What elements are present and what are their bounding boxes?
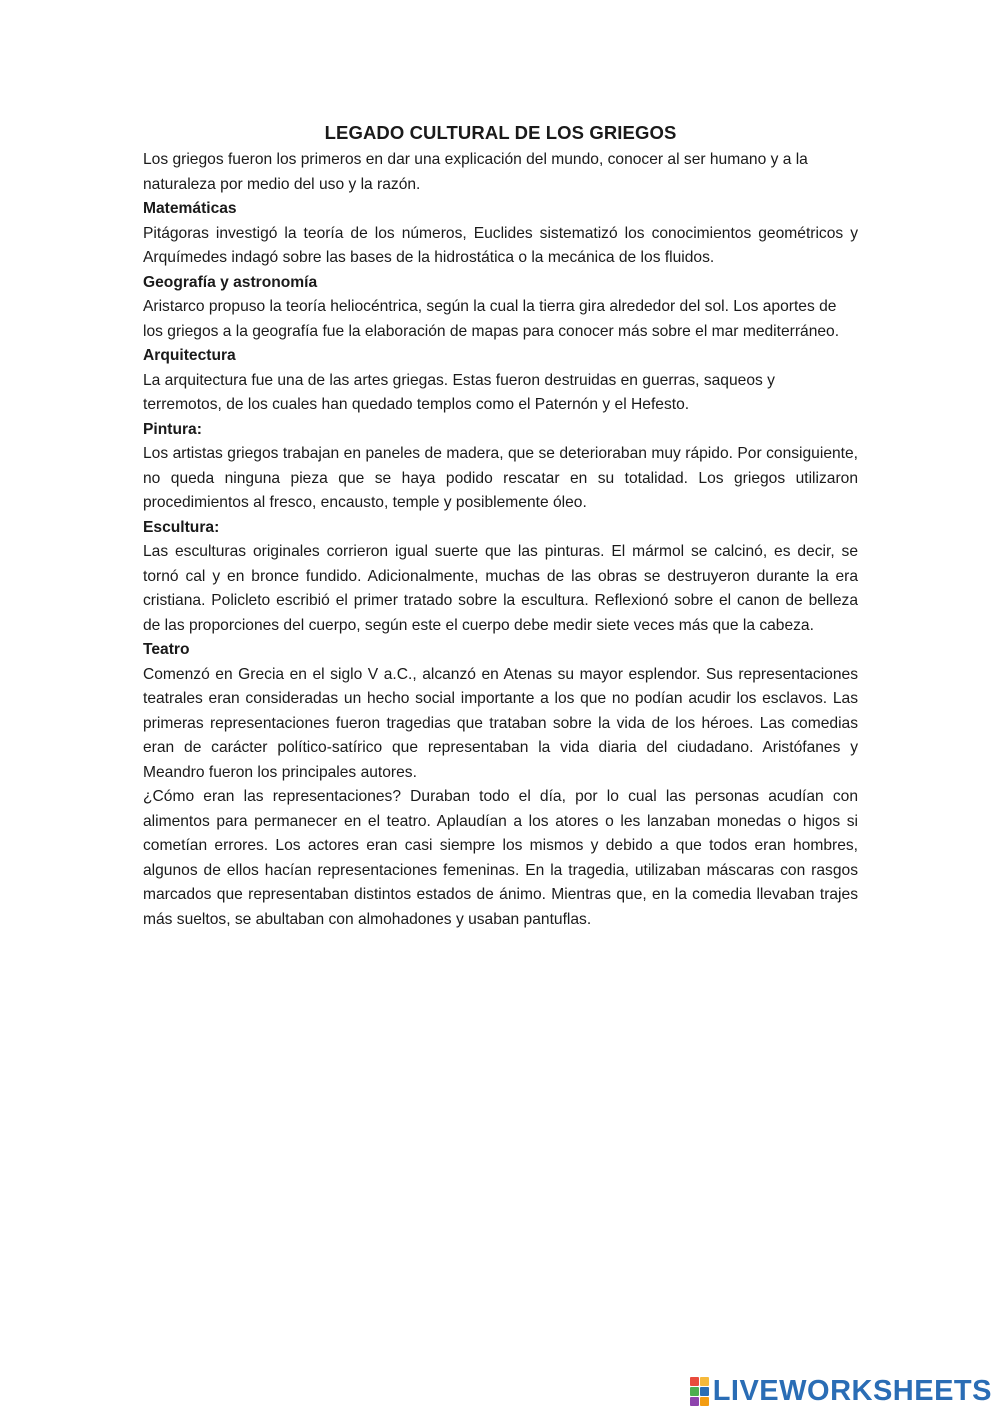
section-heading: Escultura: xyxy=(143,518,220,536)
section-arquitectura xyxy=(143,344,858,418)
section-heading: Matemáticas xyxy=(143,200,237,217)
document-title: LEGADO CULTURAL DE LOS GRIEGOS xyxy=(324,122,677,143)
liveworksheets-logo-mark-icon xyxy=(690,1377,709,1406)
liveworksheets-logo[interactable] xyxy=(690,1373,992,1409)
section-teatro xyxy=(143,638,858,932)
section-matematicas xyxy=(143,197,858,271)
section-paragraph: Pitágoras investigó la teoría de los números, Euclides sistematizó los conocimientos geométricos y Arquímedes indagó sobre las bases de la hidrostática o la mecánica de los fluidos. xyxy=(143,224,858,266)
section-heading: Geografía y astronomía xyxy=(143,273,318,291)
section-geografia-astronomia xyxy=(143,271,858,345)
section-heading: Arquitectura xyxy=(143,347,236,364)
section-heading: Pintura: xyxy=(143,420,202,438)
intro-paragraph: Los griegos fueron los primeros en dar una explicación del mundo, conocer al ser humano y a la naturaleza por medio del uso y la razón. xyxy=(143,151,808,193)
section-paragraph: La arquitectura fue una de las artes griegas. Estas fueron destruidas en guerras, saqueos y terremotos, de los cuales han quedado templos como el Paternón y el Hefesto. xyxy=(143,371,775,413)
section-paragraph: Los artistas griegos trabajan en paneles de madera, que se deterioraban muy rápido. Por consiguiente, no queda ninguna pieza que se haya podido rescatar en su totalidad. Los griegos utilizaron procedimientos al fresco, encausto, temple y posiblemente óleo. xyxy=(143,445,858,511)
section-paragraph: Comenzó en Grecia en el siglo V a.C., alcanzó en Atenas su mayor esplendor. Sus representaciones teatrales eran consideradas un hecho social importante a los que no podían acudir los esclavos. Las primeras representaciones fueron tragedias que trataban sobre la vida de los héroes. Las comedias eran de carácter político-satírico que representaban la vida diaria del ciudadano. Aristófanes y Meandro fueron los principales autores. xyxy=(143,665,858,781)
section-paragraph: ¿Cómo eran las representaciones? Duraban todo el día, por lo cual las personas acudían con alimentos para permanecer en el teatro. Aplaudían a los atores o les lanzaban monedas o higos si cometían errores. Los actores eran casi siempre los mismos y debido a que todos eran hombres, algunos de ellos hacían representaciones femeninas. En la tragedia, utilizaban máscaras con rasgos marcados que representaban distintos estados de ánimo. Mientras que, en la comedia llevaban trajes más sueltos, se abultaban con almohadones y usaban pantuflas. xyxy=(143,788,858,928)
section-escultura xyxy=(143,516,858,639)
worksheet-page xyxy=(143,118,858,932)
section-paragraph: Las esculturas originales corrieron igual suerte que las pinturas. El mármol se calcinó, es decir, se tornó cal y en bronce fundido. Adicionalmente, muchas de las obras se destruyeron durante la era cristiana. Policleto escribió el primer tratado sobre la escultura. Reflexionó sobre el canon de belleza de las proporciones del cuerpo, según este el cuerpo debe medir siete veces más que la cabeza. xyxy=(143,543,858,634)
section-heading: Teatro xyxy=(143,641,190,658)
section-paragraph: Aristarco propuso la teoría heliocéntrica, según la cual la tierra gira alrededor del sol. Los aportes de los griegos a la geografía fue la elaboración de mapas para conocer más sobre el mar mediterráneo. xyxy=(143,298,840,340)
section-pintura xyxy=(143,418,858,516)
liveworksheets-logo-text: LIVEWORKSHEETS xyxy=(712,1374,992,1407)
